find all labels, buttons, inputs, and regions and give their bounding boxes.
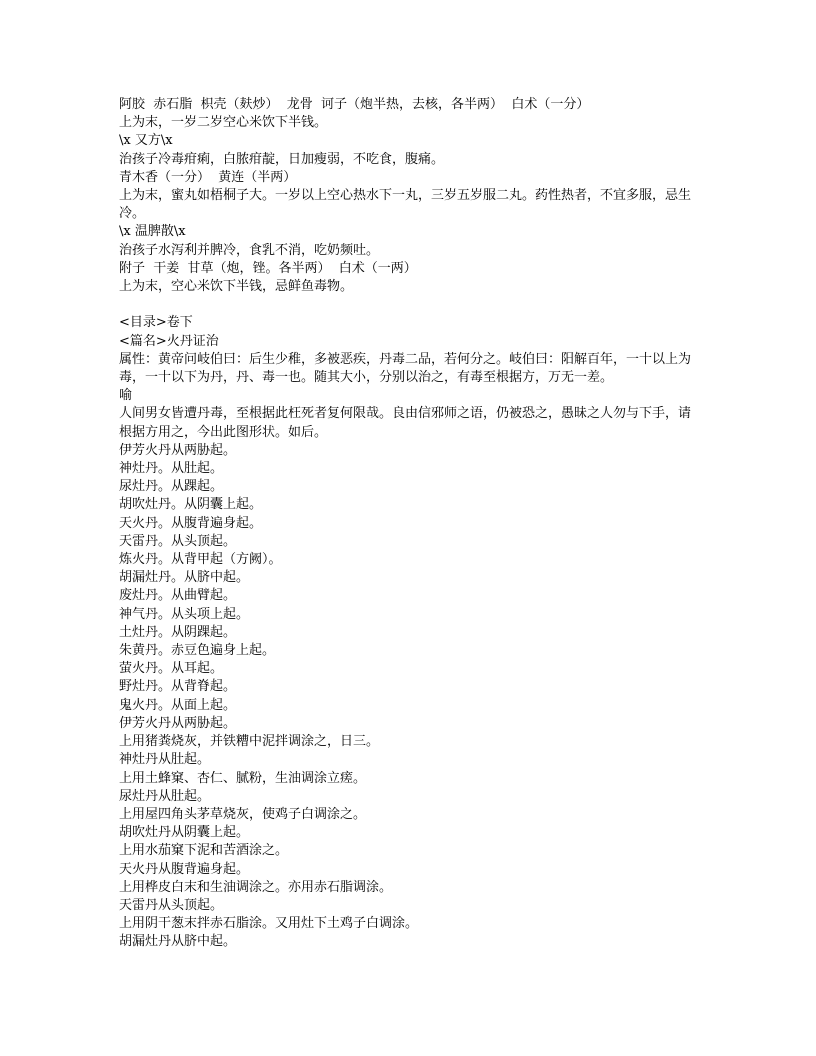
text-line: 鬼火丹。从面上起。 [119,697,237,713]
text-line: 上为末，空心米饮下半钱，忌鲜鱼毒物。 [119,279,354,295]
catalog-heading: <目录>卷下 [119,315,193,331]
text-line: 上用阴干葱末拌赤石脂涂。又用灶下土鸡子白调涂。 [119,916,419,932]
chapter-heading: <篇名>火丹证治 [119,333,219,349]
section-heading: \x 温脾散\x [119,224,186,240]
text-line: 胡漏灶丹。从脐中起。 [119,570,250,586]
text-line: 治孩子水泻利并脾冷，食乳不消，吃奶频吐。 [119,242,380,258]
text-line: 神灶丹从肚起。 [119,752,211,768]
text-line: 胡漏灶丹从脐中起。 [119,934,237,950]
section-heading: \x 又方\x [119,133,173,149]
text-line: 上用土蜂窠、杏仁、腻粉，生油调涂立瘥。 [119,770,367,786]
text-line: 天雷丹从头顶起。 [119,897,224,913]
blank-line [119,296,699,314]
text-line: 上用屋四角头茅草烧灰，使鸡子白调涂之。 [119,806,367,822]
text-line: 尿灶丹。从踝起。 [119,479,224,495]
text-line: 上用猪粪烧灰，并铁糟中泥拌调涂之，日三。 [119,734,380,750]
text-line: 治孩子冷毒疳痢，白脓疳靛，日加瘦弱，不吃食，腹痛。 [119,151,445,167]
text-line: 青木香（一分） 黄连（半两） [119,169,297,185]
text-line: 上用桦皮白末和生油调涂之。亦用赤石脂调涂。 [119,879,393,895]
text-line: 天火丹。从腹背遍身起。 [119,515,263,531]
text-line: 野灶丹。从背脊起。 [119,679,237,695]
text-line: 神灶丹。从肚起。 [119,461,224,477]
text-line: 萤火丹。从耳起。 [119,661,224,677]
text-line: 朱黄丹。赤豆色遍身上起。 [119,643,276,659]
text-line: 伊芳火丹从两胁起。 [119,715,237,731]
text-line: 附子 干姜 甘草（炮，锉。各半两） 白术（一两） [119,260,417,276]
text-line: 胡吹灶丹。从阴囊上起。 [119,497,263,513]
text-line: 天雷丹。从头顶起。 [119,533,237,549]
text-line: 胡吹灶丹从阴囊上起。 [119,825,250,841]
text-line: 土灶丹。从阴踝起。 [119,624,237,640]
text-line: 天火丹从腹背遍身起。 [119,861,250,877]
text-line: 阿胶 赤石脂 枳壳（麸炒） 龙骨 诃子（炮半热，去核，各半两） 白术（一分） [119,97,590,112]
text-line: 神气丹。从头项上起。 [119,606,250,622]
text-line: 上为末，一岁二岁空心米饮下半钱。 [119,115,328,131]
text-line: 炼火丹。从背甲起（方阙）。 [119,552,282,568]
text-line: 属性：黄帝问岐伯曰：后生少稚，多被恶疾，丹毒二品，若何分之。岐伯曰：阳解百年，一十以上为毒，一十以下为丹，丹、毒一也。随其大小，分别以治之，有毒至根据方，万无一差。 [119,351,692,386]
text-line: 伊芳火丹从两胁起。 [119,442,237,458]
text-line: 喻 [119,388,133,404]
text-line: 尿灶丹从肚起。 [119,788,211,804]
text-line: 上用水茄窠下泥和苦酒涂之。 [119,843,289,859]
text-line: 上为末，蜜丸如梧桐子大。一岁以上空心热水下一丸，三岁五岁服二丸。药性热者，不宜多服，忌生冷。 [119,188,692,222]
text-line: 废灶丹。从曲臂起。 [119,588,237,604]
text-line: 人间男女皆遭丹毒，至根据此枉死者复何限哉。良由信邪师之语，仍被恐之，愚昧之人勿与下手，请根据方用之，今出此图形状。如后。 [119,406,692,440]
document-page [119,96,699,952]
